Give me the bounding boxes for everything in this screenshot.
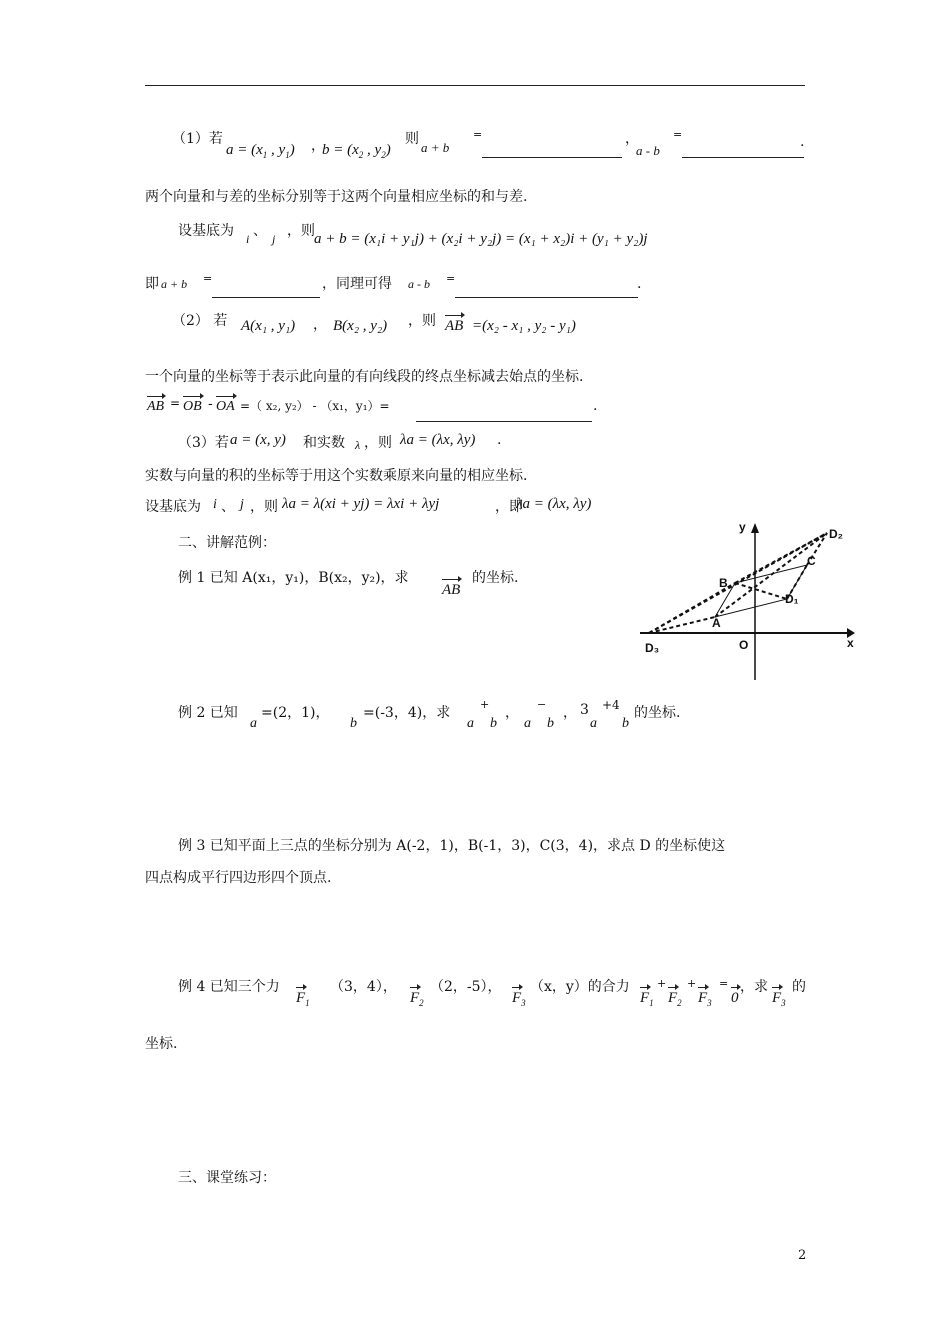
- scalar-rule-text: 实数与向量的积的坐标等于用这个实数乘原来向量的相应坐标.: [145, 468, 528, 484]
- header-rule: [145, 85, 805, 86]
- vector-a-def: $a = (x_1$ , $y_1$): [226, 142, 295, 160]
- label-B: B: [719, 576, 728, 590]
- page-number: 2: [798, 1248, 807, 1263]
- label-D1: D₁: [785, 592, 799, 606]
- label-C: C: [807, 554, 816, 568]
- label-y: y: [739, 520, 746, 534]
- example-3-line2: 四点构成平行四边形四个顶点.: [145, 870, 332, 886]
- basis-expression: a + b = (x₁i + y₁j) + (x₂i + y₂j) = (x₁ + x₂)i + (y₁ + y₂)j: [314, 231, 648, 247]
- label-O: O: [739, 638, 749, 652]
- item-1-line: [172, 128, 223, 148]
- item-3-label: （3）若: [178, 435, 229, 451]
- item-2-label: （2） 若: [172, 313, 228, 329]
- example-2: 例 2 已知: [178, 705, 238, 721]
- answer-blank-AB[interactable]: [416, 421, 592, 422]
- y-axis-arrow: [751, 523, 759, 533]
- a-plus-b: a + b: [421, 140, 450, 155]
- answer-blank-diff[interactable]: [682, 157, 804, 158]
- answer-blank-sum[interactable]: [482, 157, 622, 158]
- label-x: x: [847, 636, 854, 650]
- a-minus-b: a - b: [636, 143, 660, 158]
- example-4-line2: 坐标.: [145, 1036, 178, 1052]
- label-D3: D₃: [645, 641, 660, 655]
- vector-AB: AB: [445, 318, 464, 334]
- section-2-heading: 二、讲解范例：: [178, 535, 276, 551]
- basis-lead: 设基底为: [178, 223, 234, 239]
- example-3-line1: 例 3 已知平面上三点的坐标分别为 A(-2，1)，B(-1，3)，C(3，4)，求点 D 的坐标使这: [178, 838, 726, 854]
- sum-rule-text: 两个向量和与差的坐标分别等于这两个向量相应坐标的和与差.: [145, 189, 528, 205]
- example-1: 例 1 已知 A(x₁，y₁)，B(x₂，y₂)，求: [178, 570, 409, 586]
- then-word: 则: [405, 131, 419, 147]
- parallelogram-figure: [635, 515, 860, 685]
- section-3-heading: 三、课堂练习：: [178, 1170, 276, 1186]
- label-D2: D₂: [829, 527, 843, 541]
- answer-blank-basis-diff[interactable]: [455, 297, 638, 298]
- endpoint-rule-text: 一个向量的坐标等于表示此向量的有向线段的终点坐标减去始点的坐标.: [145, 369, 584, 385]
- item-1-label: （1）若: [172, 131, 223, 147]
- parallelogram-ABCD1: [715, 565, 807, 617]
- answer-blank-basis-sum[interactable]: [212, 297, 320, 298]
- vector-b-def: $b = (x_2$ , $y_2$): [322, 142, 391, 160]
- example-4: 例 4 已知三个力: [178, 979, 280, 995]
- label-A: A: [712, 616, 721, 630]
